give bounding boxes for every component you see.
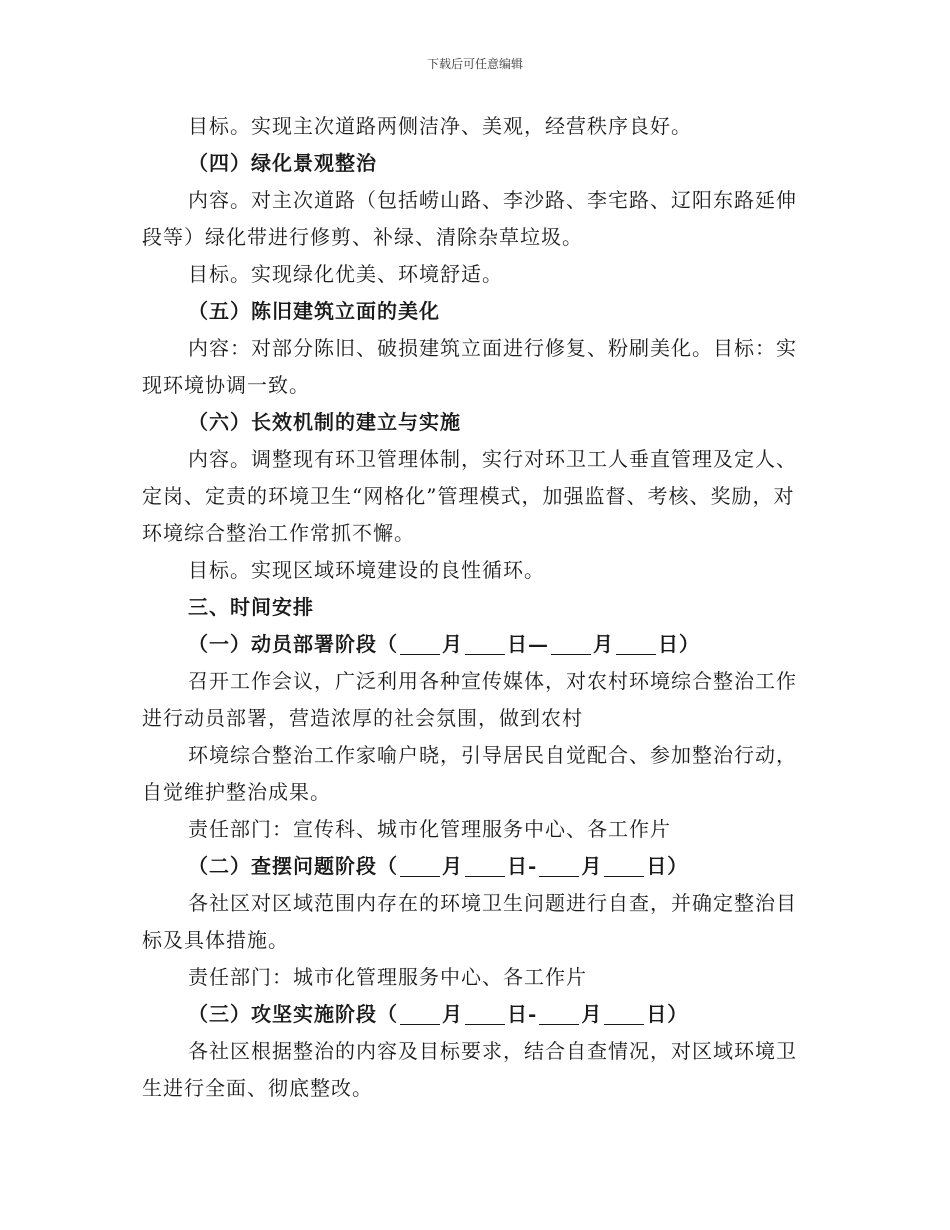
- day-label: 日）: [646, 854, 689, 878]
- paragraph-mobilize-content: 召开工作会议，广泛利用各种宣传媒体，对农村环境综合整治工作进行动员部署，营造浓厚的社会氛围，做到农村: [142, 669, 797, 730]
- month-label: 月: [593, 632, 614, 656]
- document-body: [142, 108, 814, 1107]
- paragraph-mobilize-content-cont: 环境综合整治工作家喻户晓，引导居民自觉配合、参加整治行动，自觉维护整治成果。: [142, 743, 797, 804]
- day-label: 日—: [507, 632, 549, 656]
- day-label: 日）: [658, 632, 700, 656]
- blank-field: [616, 632, 656, 655]
- heading-stage-mobilize: [142, 626, 814, 663]
- blank-field: [465, 1002, 505, 1025]
- month-label: 月: [442, 632, 463, 656]
- stage-inspect-prefix: （二）查摆问题阶段（: [188, 854, 398, 878]
- blank-field: [400, 854, 440, 877]
- paragraph-greening-content: 内容。对主次道路（包括崂山路、李沙路、李宅路、辽阳东路延伸段等）绿化带进行修剪、补绿、清除杂草垃圾。: [142, 188, 797, 249]
- month-label: 月: [581, 854, 603, 878]
- heading-facade: （五）陈旧建筑立面的美化: [188, 299, 440, 323]
- blank-field: [465, 632, 505, 655]
- paragraph-facade-content: 内容：对部分陈旧、破损建筑立面进行修复、粉刷美化。目标：实现环境协调一致。: [142, 336, 797, 397]
- paragraph-greening-goal: 目标。实现绿化优美、环境舒适。: [188, 262, 503, 286]
- heading-stage-implement: [142, 996, 814, 1033]
- paragraph-mechanism-goal: 目标。实现区域环境建设的良性循环。: [188, 558, 545, 582]
- blank-field: [551, 632, 591, 655]
- paragraph-implement-content: 各社区根据整治的内容及目标要求，结合自查情况，对区域环境卫生进行全面、彻底整改。: [142, 1039, 797, 1100]
- stage-implement-prefix: （三）攻坚实施阶段（: [188, 1002, 398, 1026]
- paragraph-goal-roads: 目标。实现主次道路两侧洁净、美观，经营秩序良好。: [188, 114, 692, 138]
- blank-field: [539, 1002, 579, 1025]
- heading-stage-inspect: [142, 848, 814, 885]
- blank-field: [604, 854, 644, 877]
- day-label: 日-: [507, 854, 538, 878]
- month-label: 月: [581, 1002, 603, 1026]
- paragraph-mobilize-responsible: 责任部门：宣传科、城市化管理服务中心、各工作片: [188, 817, 671, 841]
- blank-field: [465, 854, 505, 877]
- blank-field: [400, 1002, 440, 1025]
- heading-schedule: 三、时间安排: [188, 595, 314, 619]
- day-label: 日）: [646, 1002, 689, 1026]
- month-label: 月: [442, 1002, 463, 1026]
- paragraph-inspect-content: 各社区对区域范围内存在的环境卫生问题进行自查，并确定整治目标及具体措施。: [142, 891, 797, 952]
- blank-field: [539, 854, 579, 877]
- heading-greening: （四）绿化景观整治: [188, 151, 377, 175]
- paragraph-inspect-responsible: 责任部门：城市化管理服务中心、各工作片: [188, 965, 587, 989]
- paragraph-mechanism-content: 内容。调整现有环卫管理体制，实行对环卫工人垂直管理及定人、定岗、定责的环境卫生“网格化”管理模式，加强监督、考核、奖励，对环境综合整治工作常抓不懈。: [142, 447, 797, 545]
- blank-field: [400, 632, 440, 655]
- heading-mechanism: （六）长效机制的建立与实施: [188, 410, 461, 434]
- month-label: 月: [442, 854, 463, 878]
- blank-field: [604, 1002, 644, 1025]
- page-header: 下载后可任意编辑: [426, 57, 523, 71]
- stage-mobilize-prefix: （一）动员部署阶段（: [188, 632, 398, 656]
- day-label: 日-: [507, 1002, 538, 1026]
